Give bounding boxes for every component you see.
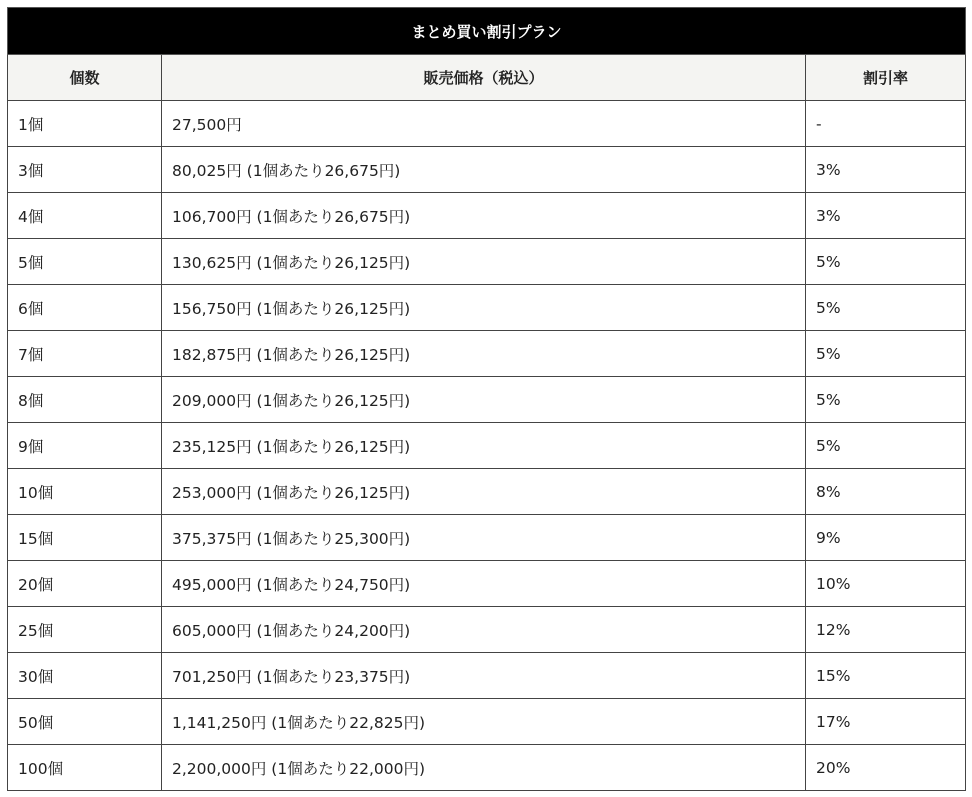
table-row bbox=[8, 423, 966, 469]
quantity-cell: 5個 bbox=[8, 239, 162, 285]
discount-rate-cell: 15% bbox=[806, 653, 966, 699]
quantity-cell: 9個 bbox=[8, 423, 162, 469]
price-cell: 130,625円 (1個あたり26,125円) bbox=[162, 239, 806, 285]
quantity-cell: 1個 bbox=[8, 101, 162, 147]
discount-rate-cell: - bbox=[806, 101, 966, 147]
quantity-cell: 8個 bbox=[8, 377, 162, 423]
quantity-cell: 100個 bbox=[8, 745, 162, 791]
table-row bbox=[8, 377, 966, 423]
price-cell: 156,750円 (1個あたり26,125円) bbox=[162, 285, 806, 331]
table-row bbox=[8, 101, 966, 147]
quantity-cell: 3個 bbox=[8, 147, 162, 193]
table-row bbox=[8, 193, 966, 239]
table-row bbox=[8, 607, 966, 653]
table-body bbox=[8, 101, 966, 791]
price-cell: 1,141,250円 (1個あたり22,825円) bbox=[162, 699, 806, 745]
column-header-price: 販売価格（税込） bbox=[162, 55, 806, 101]
table-caption: まとめ買い割引プラン bbox=[8, 8, 966, 55]
quantity-cell: 15個 bbox=[8, 515, 162, 561]
price-cell: 182,875円 (1個あたり26,125円) bbox=[162, 331, 806, 377]
discount-plan-table-container bbox=[7, 7, 965, 791]
price-cell: 605,000円 (1個あたり24,200円) bbox=[162, 607, 806, 653]
discount-rate-cell: 5% bbox=[806, 423, 966, 469]
discount-plan-table bbox=[7, 7, 966, 791]
table-row bbox=[8, 285, 966, 331]
discount-rate-cell: 12% bbox=[806, 607, 966, 653]
table-header-row bbox=[8, 55, 966, 101]
table-row bbox=[8, 331, 966, 377]
discount-rate-cell: 3% bbox=[806, 193, 966, 239]
price-cell: 27,500円 bbox=[162, 101, 806, 147]
discount-rate-cell: 5% bbox=[806, 239, 966, 285]
quantity-cell: 7個 bbox=[8, 331, 162, 377]
column-header-quantity: 個数 bbox=[8, 55, 162, 101]
table-row bbox=[8, 515, 966, 561]
discount-rate-cell: 5% bbox=[806, 331, 966, 377]
table-row bbox=[8, 699, 966, 745]
price-cell: 80,025円 (1個あたり26,675円) bbox=[162, 147, 806, 193]
discount-rate-cell: 17% bbox=[806, 699, 966, 745]
price-cell: 495,000円 (1個あたり24,750円) bbox=[162, 561, 806, 607]
table-row bbox=[8, 239, 966, 285]
price-cell: 235,125円 (1個あたり26,125円) bbox=[162, 423, 806, 469]
price-cell: 253,000円 (1個あたり26,125円) bbox=[162, 469, 806, 515]
table-row bbox=[8, 653, 966, 699]
quantity-cell: 30個 bbox=[8, 653, 162, 699]
discount-rate-cell: 5% bbox=[806, 377, 966, 423]
table-row bbox=[8, 561, 966, 607]
quantity-cell: 50個 bbox=[8, 699, 162, 745]
price-cell: 375,375円 (1個あたり25,300円) bbox=[162, 515, 806, 561]
table-row bbox=[8, 147, 966, 193]
price-cell: 209,000円 (1個あたり26,125円) bbox=[162, 377, 806, 423]
quantity-cell: 25個 bbox=[8, 607, 162, 653]
table-caption-row bbox=[8, 8, 966, 55]
discount-rate-cell: 10% bbox=[806, 561, 966, 607]
discount-rate-cell: 8% bbox=[806, 469, 966, 515]
price-cell: 2,200,000円 (1個あたり22,000円) bbox=[162, 745, 806, 791]
price-cell: 701,250円 (1個あたり23,375円) bbox=[162, 653, 806, 699]
discount-rate-cell: 5% bbox=[806, 285, 966, 331]
quantity-cell: 4個 bbox=[8, 193, 162, 239]
price-cell: 106,700円 (1個あたり26,675円) bbox=[162, 193, 806, 239]
discount-rate-cell: 9% bbox=[806, 515, 966, 561]
column-header-discount-rate: 割引率 bbox=[806, 55, 966, 101]
table-row bbox=[8, 745, 966, 791]
discount-rate-cell: 20% bbox=[806, 745, 966, 791]
quantity-cell: 20個 bbox=[8, 561, 162, 607]
table-row bbox=[8, 469, 966, 515]
discount-rate-cell: 3% bbox=[806, 147, 966, 193]
quantity-cell: 10個 bbox=[8, 469, 162, 515]
quantity-cell: 6個 bbox=[8, 285, 162, 331]
